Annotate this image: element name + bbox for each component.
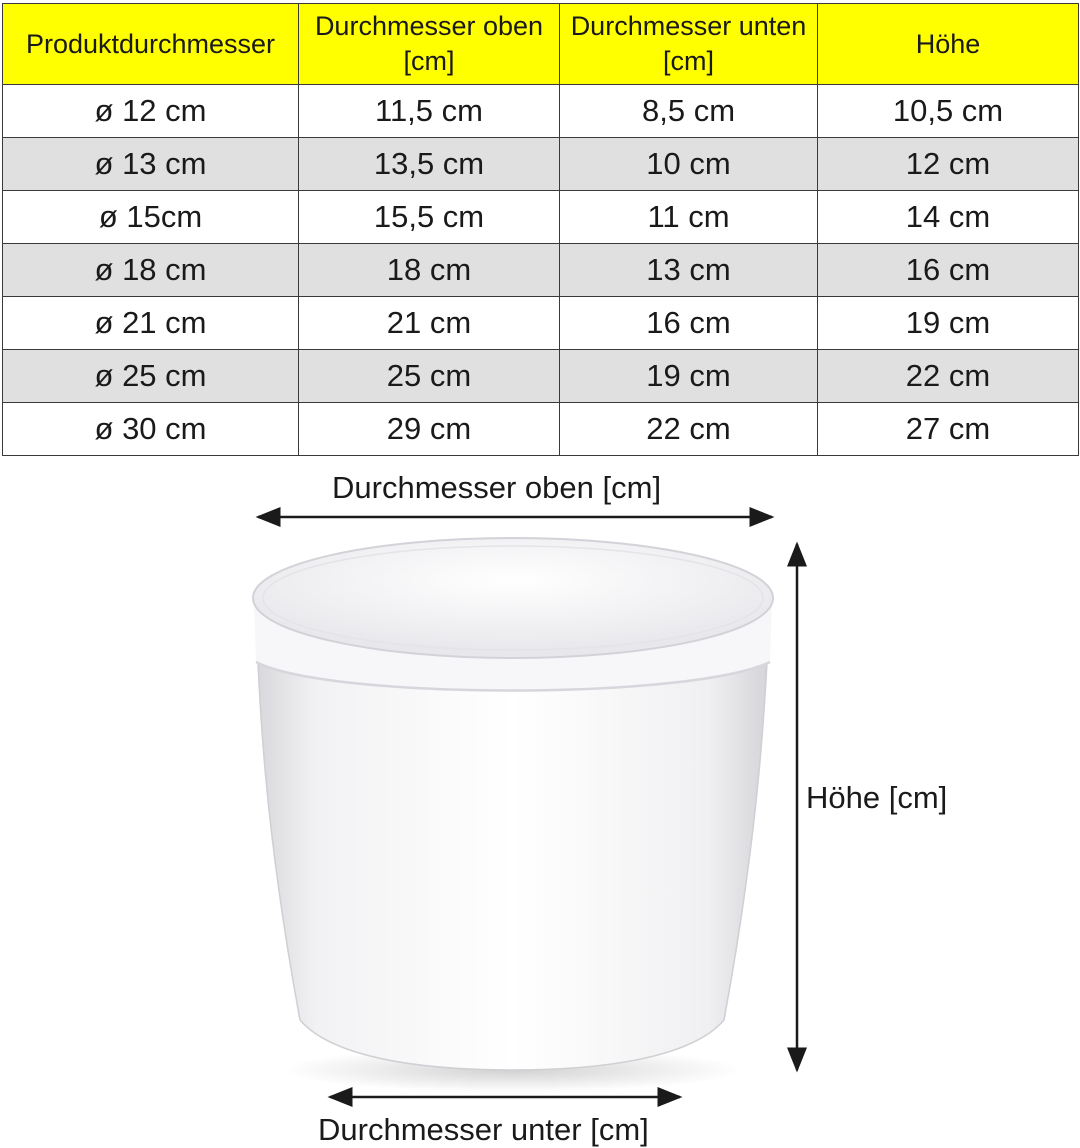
cell-durchmesser-oben: 18 cm	[299, 244, 560, 297]
cell-produktdurchmesser: ø 18 cm	[3, 244, 299, 297]
header-produktdurchmesser: Produktdurchmesser	[3, 4, 299, 85]
cell-produktdurchmesser: ø 21 cm	[3, 297, 299, 350]
cell-durchmesser-unten: 11 cm	[560, 191, 818, 244]
cell-durchmesser-unten: 16 cm	[560, 297, 818, 350]
cell-durchmesser-oben: 15,5 cm	[299, 191, 560, 244]
cell-produktdurchmesser: ø 15cm	[3, 191, 299, 244]
label-durchmesser-oben: Durchmesser oben [cm]	[332, 470, 662, 505]
cell-durchmesser-oben: 13,5 cm	[299, 138, 560, 191]
cell-durchmesser-oben: 11,5 cm	[299, 85, 560, 138]
cell-hoehe: 27 cm	[818, 403, 1079, 456]
cell-produktdurchmesser: ø 13 cm	[3, 138, 299, 191]
cell-hoehe: 12 cm	[818, 138, 1079, 191]
cell-hoehe: 16 cm	[818, 244, 1079, 297]
cell-durchmesser-unten: 10 cm	[560, 138, 818, 191]
cell-produktdurchmesser: ø 30 cm	[3, 403, 299, 456]
cell-durchmesser-oben: 21 cm	[299, 297, 560, 350]
cell-produktdurchmesser: ø 25 cm	[3, 350, 299, 403]
label-hoehe: Höhe [cm]	[806, 780, 948, 815]
header-hoehe: Höhe	[818, 4, 1079, 85]
cell-durchmesser-oben: 25 cm	[299, 350, 560, 403]
cell-durchmesser-unten: 22 cm	[560, 403, 818, 456]
cell-hoehe: 10,5 cm	[818, 85, 1079, 138]
cell-durchmesser-unten: 8,5 cm	[560, 85, 818, 138]
header-durchmesser-unten: Durchmesser unten [cm]	[560, 4, 818, 85]
cell-hoehe: 19 cm	[818, 297, 1079, 350]
flower-pot-illustration	[253, 538, 773, 1092]
cell-durchmesser-unten: 19 cm	[560, 350, 818, 403]
cell-hoehe: 22 cm	[818, 350, 1079, 403]
header-durchmesser-oben: Durchmesser oben [cm]	[299, 4, 560, 85]
cell-durchmesser-oben: 29 cm	[299, 403, 560, 456]
cell-durchmesser-unten: 13 cm	[560, 244, 818, 297]
cell-produktdurchmesser: ø 12 cm	[3, 85, 299, 138]
cell-hoehe: 14 cm	[818, 191, 1079, 244]
label-durchmesser-unten: Durchmesser unter [cm]	[318, 1112, 649, 1147]
